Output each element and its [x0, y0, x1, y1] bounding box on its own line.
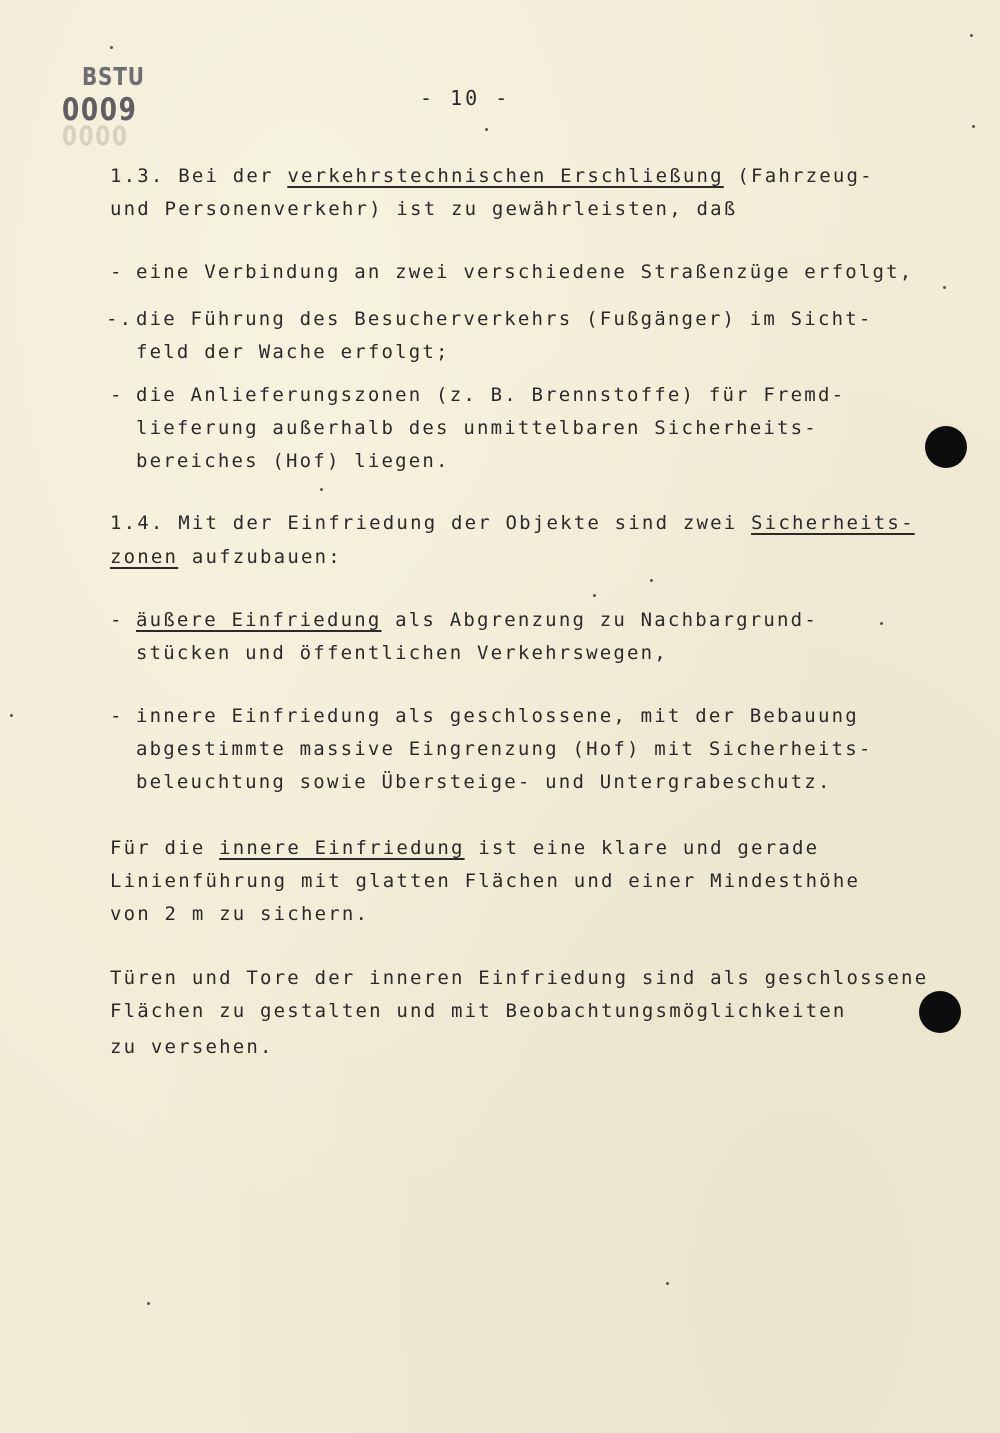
list-item-text: bereiches (Hof) liegen. — [136, 450, 450, 472]
scan-speck — [970, 34, 973, 37]
section-1-3-heading — [110, 164, 874, 188]
paragraph-fence-line: Linienführung mit glatten Flächen und einer Mindesthöhe — [110, 870, 861, 892]
section-text: Bei der — [164, 165, 288, 187]
scan-speck — [650, 579, 653, 582]
list-item-text: stücken und öffentlichen Verkehrswegen, — [136, 642, 668, 664]
section-number: 1.3. — [110, 165, 165, 187]
underlined-term: verkehrstechnischen Erschließung — [287, 165, 724, 187]
list-bullet: -. — [106, 308, 134, 330]
section-text: (Fahrzeug- — [723, 165, 874, 187]
list-item-text: beleuchtung sowie Übersteige- und Untergrabeschutz. — [136, 771, 832, 793]
section-text: Mit der Einfriedung der Objekte sind zwei — [164, 512, 752, 534]
section-1-3-line2: und Personenverkehr) ist zu gewährleisten, daß — [110, 198, 738, 220]
underlined-term: äußere Einfriedung — [136, 609, 382, 631]
paragraph-doors-line: zu versehen. — [110, 1036, 274, 1058]
list-item-text: die Führung des Besucherverkehrs (Fußgänger) im Sicht- — [136, 308, 873, 330]
list-item-text — [136, 608, 818, 632]
paragraph-text: ist eine klare und gerade — [464, 837, 820, 859]
scan-speck — [10, 714, 13, 717]
paragraph-text: Für die — [110, 837, 220, 859]
list-bullet: - — [110, 705, 124, 727]
scan-speck — [485, 128, 488, 131]
scan-speck — [943, 286, 946, 289]
underlined-term: Sicherheits- — [751, 512, 915, 534]
list-item-text: feld der Wache erfolgt; — [136, 341, 450, 363]
scan-speck — [880, 622, 883, 625]
list-item-text: abgestimmte massive Eingrenzung (Hof) mit Sicherheits- — [136, 738, 873, 760]
list-item-text: lieferung außerhalb des unmittelbaren Sicherheits- — [136, 417, 818, 439]
list-item-rest: als Abgrenzung zu Nachbargrund- — [381, 609, 818, 631]
paragraph-fence-line — [110, 836, 819, 860]
underlined-term: innere Einfriedung — [219, 837, 465, 859]
scan-speck — [972, 125, 975, 128]
section-1-4-line2 — [110, 545, 342, 569]
punch-hole — [925, 426, 967, 468]
underlined-term: zonen — [110, 546, 179, 568]
archive-ghost-number: 0000 — [62, 121, 129, 152]
archive-stamp: BSTU — [82, 62, 145, 91]
list-item-text: eine Verbindung an zwei verschiedene Straßenzüge erfolgt, — [136, 261, 914, 283]
paragraph-doors-line: Türen und Tore der inneren Einfriedung sind als geschlossene — [110, 967, 929, 989]
list-item-text: innere Einfriedung als geschlossene, mit der Bebauung — [136, 705, 859, 727]
section-1-4-heading — [110, 511, 915, 535]
page-number: - 10 - — [420, 86, 511, 110]
scan-speck — [320, 488, 323, 491]
scan-speck — [593, 594, 596, 597]
section-number: 1.4. — [110, 512, 165, 534]
list-bullet: - — [110, 609, 124, 631]
list-bullet: - — [110, 261, 124, 283]
scan-speck — [666, 1282, 669, 1285]
list-bullet: - — [110, 384, 124, 406]
scan-speck — [110, 46, 113, 49]
scan-speck — [147, 1302, 150, 1305]
section-text: aufzubauen: — [178, 546, 342, 568]
paragraph-fence-line: von 2 m zu sichern. — [110, 903, 370, 925]
punch-hole — [919, 991, 961, 1033]
paragraph-doors-line: Flächen zu gestalten und mit Beobachtungsmöglichkeiten — [110, 1000, 847, 1022]
list-item-text: die Anlieferungszonen (z. B. Brennstoffe) für Fremd- — [136, 384, 846, 406]
archive-page-number: 0009 — [62, 92, 138, 128]
